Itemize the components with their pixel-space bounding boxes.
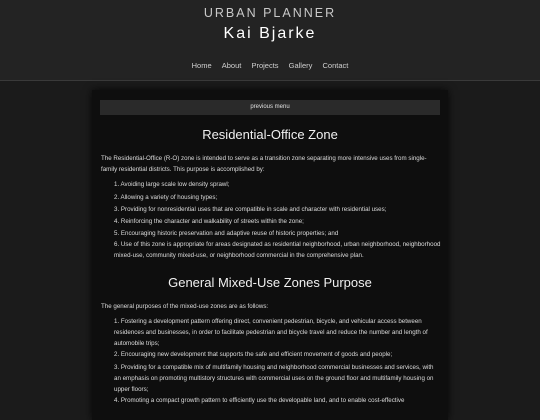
list-item: 2. Allowing a variety of housing types; — [114, 194, 218, 201]
previous-menu-button[interactable]: previous menu — [100, 100, 440, 115]
list-item: 1. Avoiding large scale low density sprawl; — [114, 181, 230, 188]
list-item: 4. Promoting a compact growth pattern to efficiently use the developable land, and to enable cost-effective — [114, 397, 405, 404]
list-item: 1. Fostering a development pattern offering direct, convenient pedestrian, bicycle, and vehicular access between residences and businesses, in order to facilitate pedestrian and bicycle travel and reduce the number and length of automobile trips; — [114, 318, 428, 347]
site-header — [0, 0, 540, 81]
list-item: 6. Use of this zone is appropriate for areas designated as residential neighborhood, urban neighborhood, neighborhood mixed-use, community mixed-use, or neighborhood commercial in the comprehensive plan. — [114, 241, 441, 259]
list-item: 3. Providing for a compatible mix of multifamily housing and neighborhood commercial businesses and services, with an emphasis on promoting multistory structures with commercial uses on the ground floor and multifamily housing on upper floors; — [114, 364, 434, 393]
main-nav — [0, 61, 540, 70]
list-item: 5. Encouraging historic preservation and adaptive reuse of historic properties; and — [114, 230, 339, 237]
nav-contact[interactable]: Contact — [322, 61, 349, 70]
main-content-panel — [92, 90, 448, 420]
section-title-residential-office: Residential-Office Zone — [202, 127, 338, 142]
nav-projects[interactable]: Projects — [251, 61, 279, 70]
list-item: 2. Encouraging new development that supports the safe and efficient movement of goods and people; — [114, 351, 393, 358]
section2-intro: The general purposes of the mixed-use zones are as follows: — [101, 303, 269, 310]
section-title-mixed-use: General Mixed-Use Zones Purpose — [168, 275, 372, 290]
nav-home[interactable]: Home — [191, 61, 212, 70]
site-subtitle: URBAN PLANNER — [203, 6, 337, 20]
site-owner-name[interactable]: Kai Bjarke — [223, 25, 317, 42]
list-item: 4. Reinforcing the character and walkability of streets within the zone; — [114, 218, 304, 225]
list-item: 3. Providing for nonresidential uses that are compatible in scale and character with residential uses; — [114, 206, 387, 213]
nav-about[interactable]: About — [221, 61, 242, 70]
section1-intro: The Residential-Office (R-O) zone is intended to serve as a transition zone separating more intensive uses from single-family residential districts. This purpose is accomplished by: — [101, 155, 427, 173]
nav-gallery[interactable]: Gallery — [288, 61, 313, 70]
